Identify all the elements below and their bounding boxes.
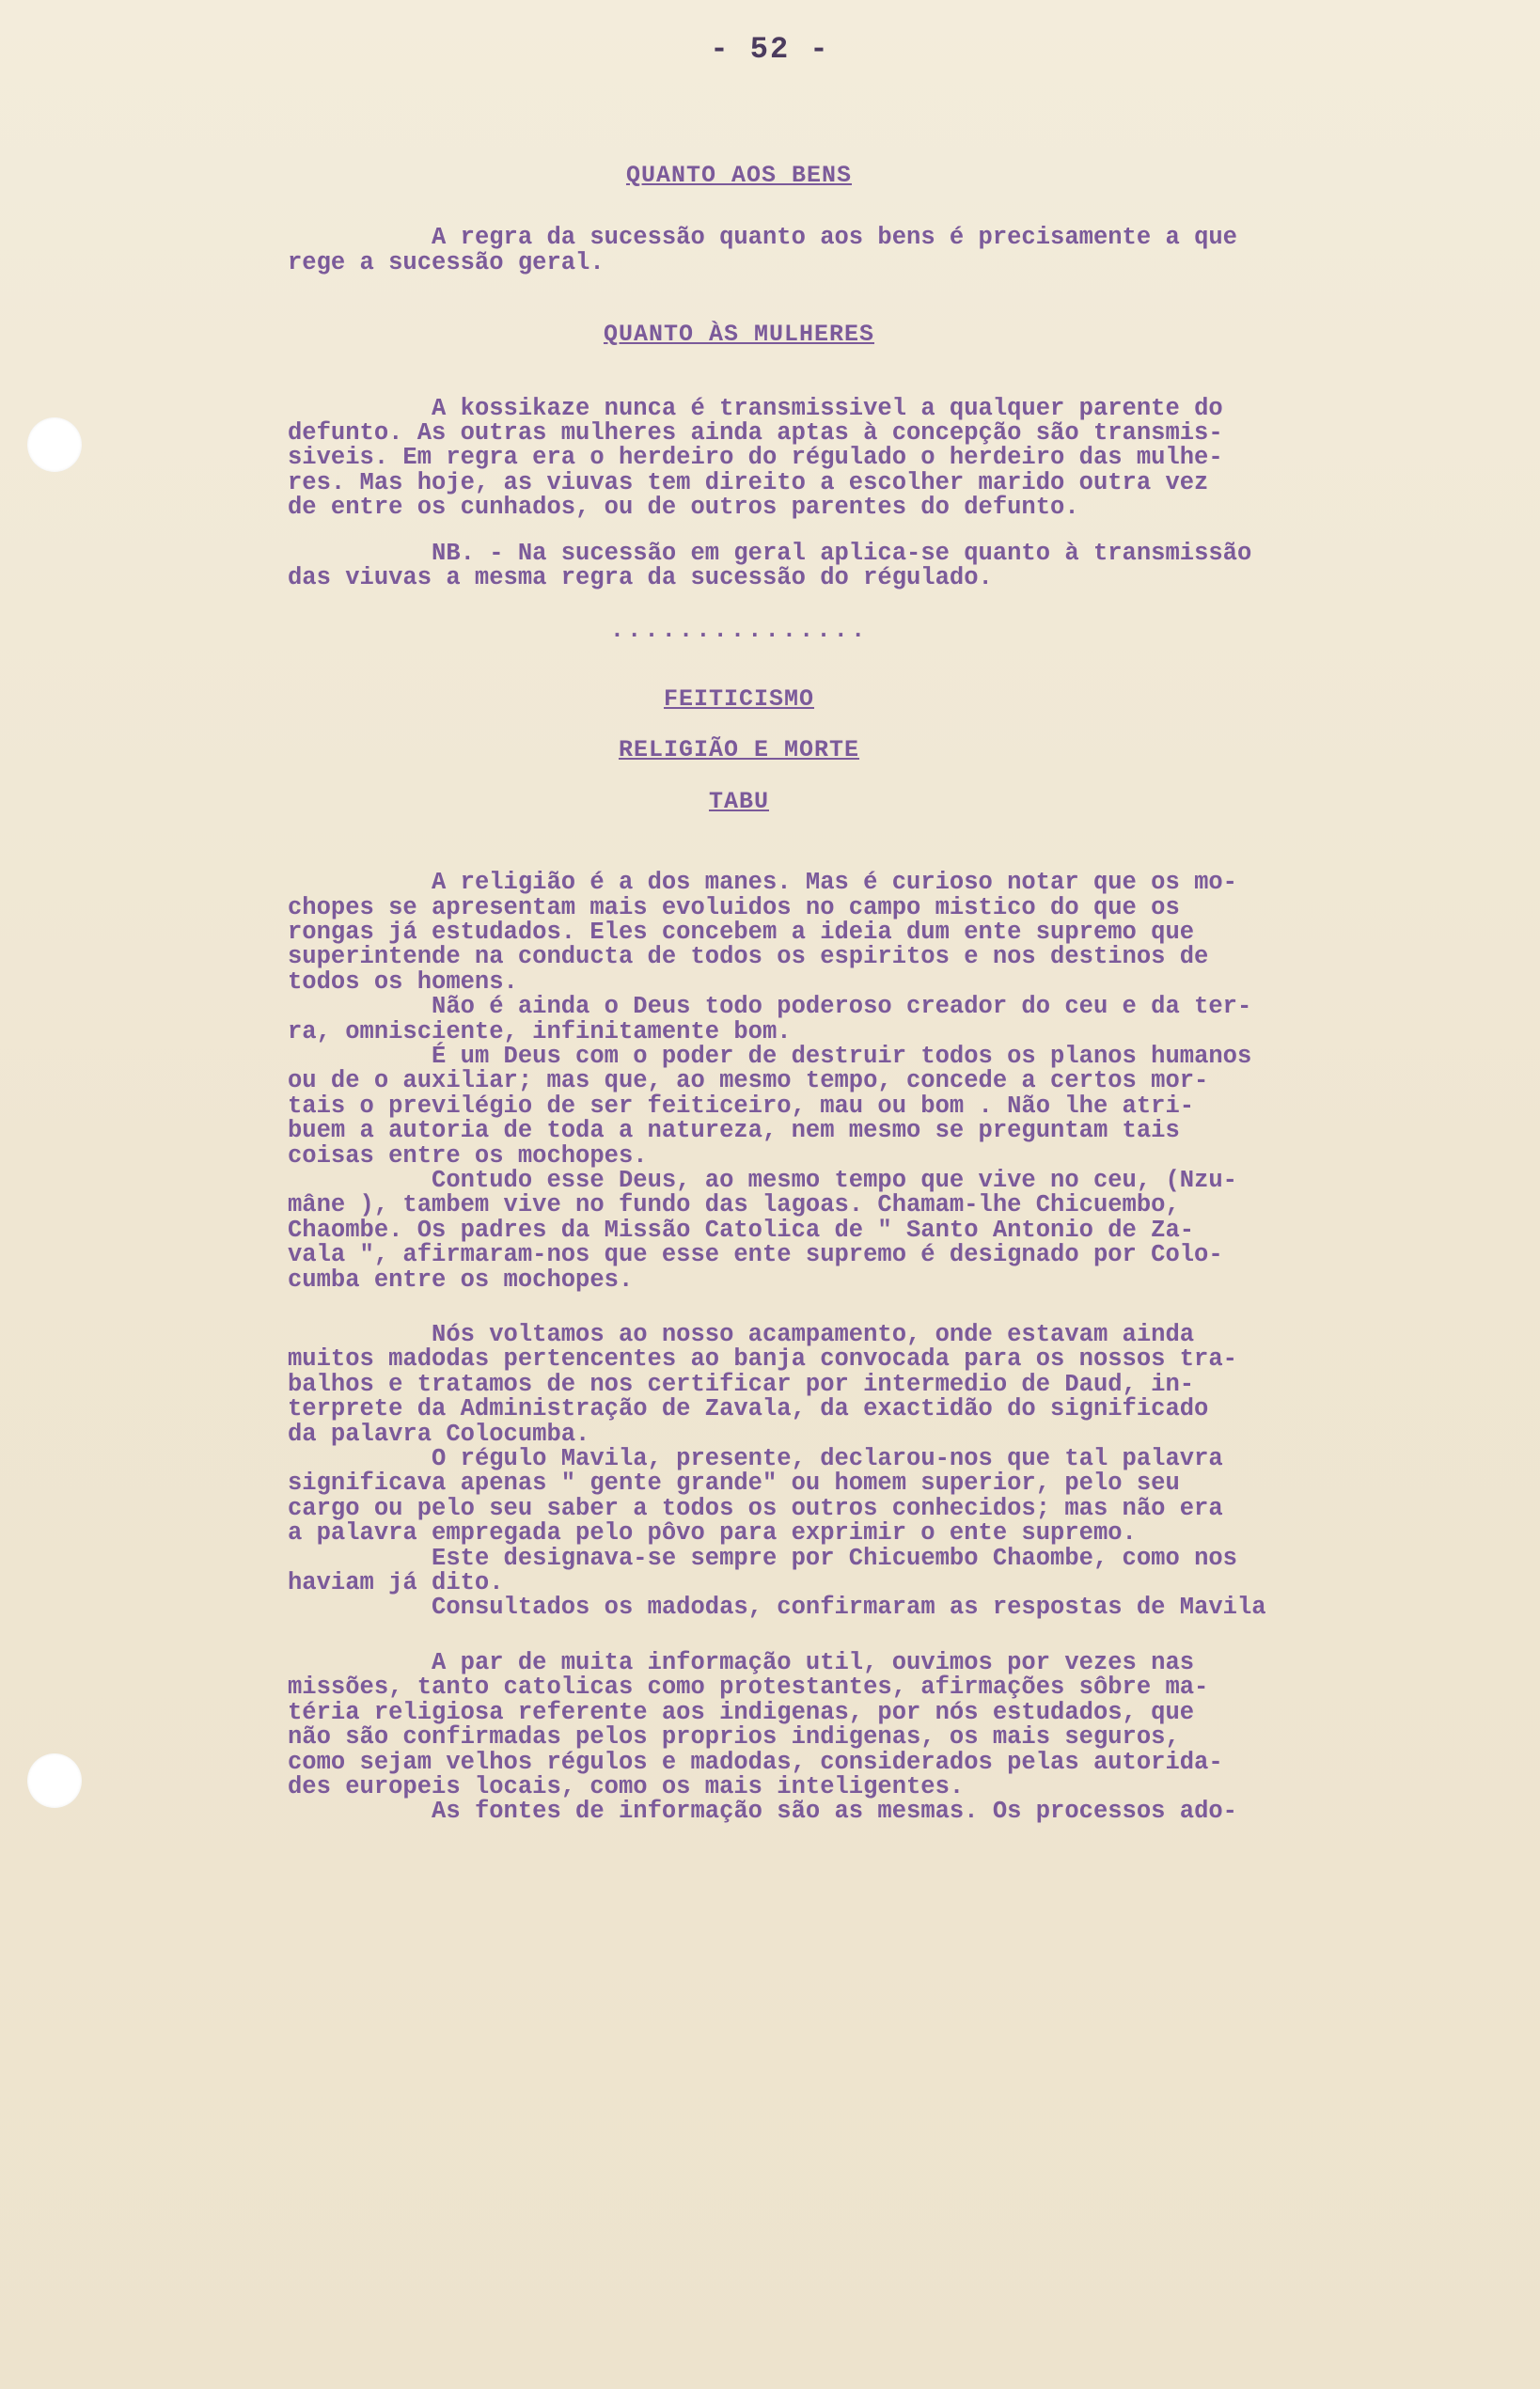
typed-text-body <box>288 150 1501 1825</box>
binder-hole-top <box>27 417 82 472</box>
heading-tabu: TABU <box>708 787 769 815</box>
paragraph-religiao-1: A religião é a dos manes. Mas é curioso notar que os mo- chopes se apresentam mais evoluidos no campo mistico do que os rongas já estudados. Eles concebem a ideia dum ente supremo que superintende na conducta de todos os espiritos e nos destinos de todos os homens. Não é ainda o Deus todo poderoso creador do ceu e da ter- ra, omnisciente, infinitamente bom. É um Deus com o poder de destruir todos os planos humanos ou de o auxiliar; mas que, ao mesmo tempo, concede a certos mor- tais o previlégio de ser feiticeiro, mau ou bom . Não lhe atri- buem a autoria de toda a natureza, nem mesmo se preguntam tais coisas entre os mochopes. Contudo esse Deus, ao mesmo tempo que vive no ceu, (Nzu- mâne ), tambem vive no fundo das lagoas. Chamam-lhe Chicuembo, Chaombe. Os padres da Missão Catolica de " Santo Antonio de Za- vala ", afirmaram-nos que esse ente supremo é designado por Colo- cumba entre os mochopes. <box>288 869 1252 1294</box>
heading-quanto-aos-bens: QUANTO AOS BENS <box>625 162 853 189</box>
paragraph-religiao-3: A par de muita informação util, ouvimos por vezes nas missões, tanto catolicas como protestantes, afirmações sôbre ma- téria religiosa referente aos indigenas, por nós estudados, que não são confirmadas pelos proprios indigenas, os mais seguros, como sejam velhos régulos e madodas, considerados pelas autorida- des europeis locais, como os mais inteligentes. As fontes de informação são as mesmas. Os processos ado- <box>288 1648 1237 1826</box>
paragraph-nb: NB. - Na sucessão em geral aplica-se quanto à transmissão das viuvas a mesma regra da sucessão do régulado. <box>288 539 1252 592</box>
heading-feiticismo: FEITICISMO <box>663 684 815 713</box>
page-number: - 52 - <box>710 32 830 67</box>
heading-religiao-e-morte: RELIGIÃO E MORTE <box>618 736 860 764</box>
paragraph-mulheres: A kossikaze nunca é transmissivel a qualquer parente do defunto. As outras mulheres ainda aptas à concepção são transmis- siveis. Em regra era o herdeiro do régulado o herdeiro das mulhe- res. Mas hoje, as viuvas tem direito a escolher marido outra vez de entre os cunhados, ou de outros parentes do defunto. <box>288 394 1223 522</box>
heading-quanto-as-mulheres: QUANTO ÀS MULHERES <box>603 321 875 349</box>
section-separator: ............... <box>609 617 869 645</box>
paragraph-bens: A regra da sucessão quanto aos bens é precisamente a que rege a sucessão geral. <box>288 224 1237 276</box>
binder-hole-bottom <box>27 1753 82 1808</box>
paragraph-religiao-2: Nós voltamos ao nosso acampamento, onde estavam ainda muitos madodas pertencentes ao banja convocada para os nossos tra- balhos e tratamos de nos certificar por intermedio de Daud, in- terprete da Administração de Zavala, da exactidão do significado da palavra Colocumba. O régulo Mavila, presente, declarou-nos que tal palavra significava apenas " gente grande" ou homem superior, pelo seu cargo ou pelo seu saber a todos os outros conhecidos; mas não era a palavra empregada pelo pôvo para exprimir o ente supremo. Este designava-se sempre por Chicuembo Chaombe, como nos haviam já dito. Consultados os madodas, confirmaram as respostas de Mavila <box>288 1321 1266 1622</box>
